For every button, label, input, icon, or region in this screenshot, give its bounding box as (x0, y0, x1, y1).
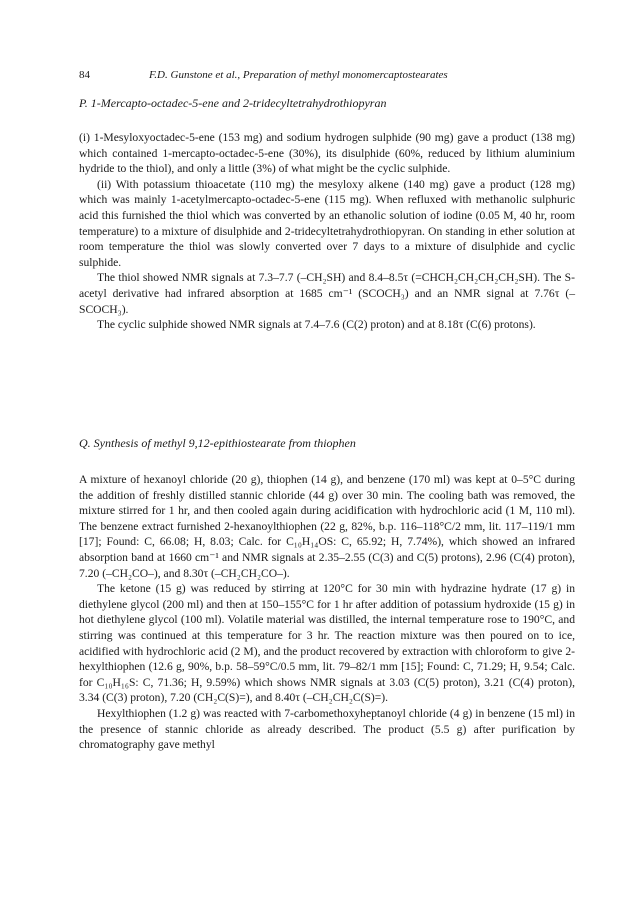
section-q-body (79, 472, 575, 753)
paragraph: A mixture of hexanoyl chloride (20 g), thiophen (14 g), and benzene (170 ml) was kept at 0–5°C during the addition of freshly distilled stannic chloride (44 g) over 30 min. The cooling bath was removed, the mixture stirred for 1 hr, and then cooled again during acidification with hydrochloric acid (1 M, 110 ml). The benzene extract furnished 2-hexanoylthiophen (22 g, 82%, b.p. 116–118°C/2 mm, lit. 117–119/1 mm [17]; Found: C, 66.08; H, 8.03; Calc. for C₁₀H₁₄OS: C, 65.92; H, 7.74%), which showed an infrared absorption band at 1660 cm⁻¹ and NMR signals at 2.35–2.55 (C(3) and C(5) protons), 2.96 (C(4) proton), 7.20 (–CH₂CO–), and 8.30τ (–CH₂CH₂CO–). (79, 473, 575, 580)
paragraph: (ii) With potassium thioacetate (110 mg) the mesyloxy alkene (140 mg) gave a product (128 mg) which was mainly 1-acetylmercapto-octadec-5-ene (115 mg). When refluxed with methanolic sulphuric acid this furnished the thiol which was converted by an ethanolic solution of iodine (0.05 M, 40 hr, room temperature) to a mixture of disulphide and 2-tridecyltetrahydrothiopyran. On standing in ether solution at room temperature the thiol was slowly converted over 7 days to a mixture of disulphide and cyclic sulphide. (79, 177, 575, 269)
section-title-q: Q. Synthesis of methyl 9,12-epithiostearate from thiophen (79, 436, 356, 450)
section-p-body (79, 130, 575, 333)
section-title-p: P. 1-Mercapto-octadec-5-ene and 2-tridecyltetrahydrothiopyran (79, 96, 387, 110)
paragraph: The cyclic sulphide showed NMR signals at 7.4–7.6 (C(2) proton) and at 8.18τ (C(6) protons). (97, 318, 536, 332)
running-title: F.D. Gunstone et al., Preparation of methyl monomercaptostearates (149, 69, 448, 81)
paragraph: (i) 1-Mesyloxyoctadec-5-ene (153 mg) and sodium hydrogen sulphide (90 mg) gave a product (138 mg) which contained 1-mercapto-octadec-5-ene (30%), its disulphide (60%, reduced by lithium aluminium hydride to the thiol), and only a little (3%) of what might be the cyclic sulphide. (79, 131, 575, 176)
paragraph: The ketone (15 g) was reduced by stirring at 120°C for 30 min with hydrazine hydrate (17 g) in diethylene glycol (200 ml) and then at 150–155°C for 1 hr after addition of potassium hydroxide (15 g) in hot diethylene glycol (100 ml). Volatile material was distilled, the internal temperature rose to 190°C, and stirring was continued at this temperature for 3 hr. The reaction mixture was then poured on to ice, acidified with hydrochloric acid (2 M), and the product recovered by extraction with chloroform to give 2-hexylthiophen (12.6 g, 90%, b.p. 58–59°C/0.5 mm, lit. 79–82/1 mm [15]; Found: C, 71.29; H, 9.54; Calc. for C₁₀H₁₆S: C, 71.36; H, 9.59%) which shows NMR signals at 3.03 (C(5) proton), 3.21 (C(4) proton), 3.34 (C(3) proton), 7.20 (CH₂C(S)=), and 8.40τ (–CH₂CH₂C(S)=). (79, 582, 575, 705)
paragraph: Hexylthiophen (1.2 g) was reacted with 7-carbomethoxyheptanoyl chloride (4 g) in benzene (15 ml) in the presence of stannic chloride as already described. The product (5.5 g) after purification by chromatography gave methyl (79, 706, 575, 752)
paragraph: The thiol showed NMR signals at 7.3–7.7 (–CH₂SH) and 8.4–8.5τ (=CHCH₂CH₂CH₂CH₂SH). The S-acetyl derivative had infrared absorption at 1685 cm⁻¹ (SCOCH₃) and an NMR signal at 7.76τ (–SCOCH₃). (79, 271, 575, 316)
page-number: 84 (79, 69, 90, 81)
